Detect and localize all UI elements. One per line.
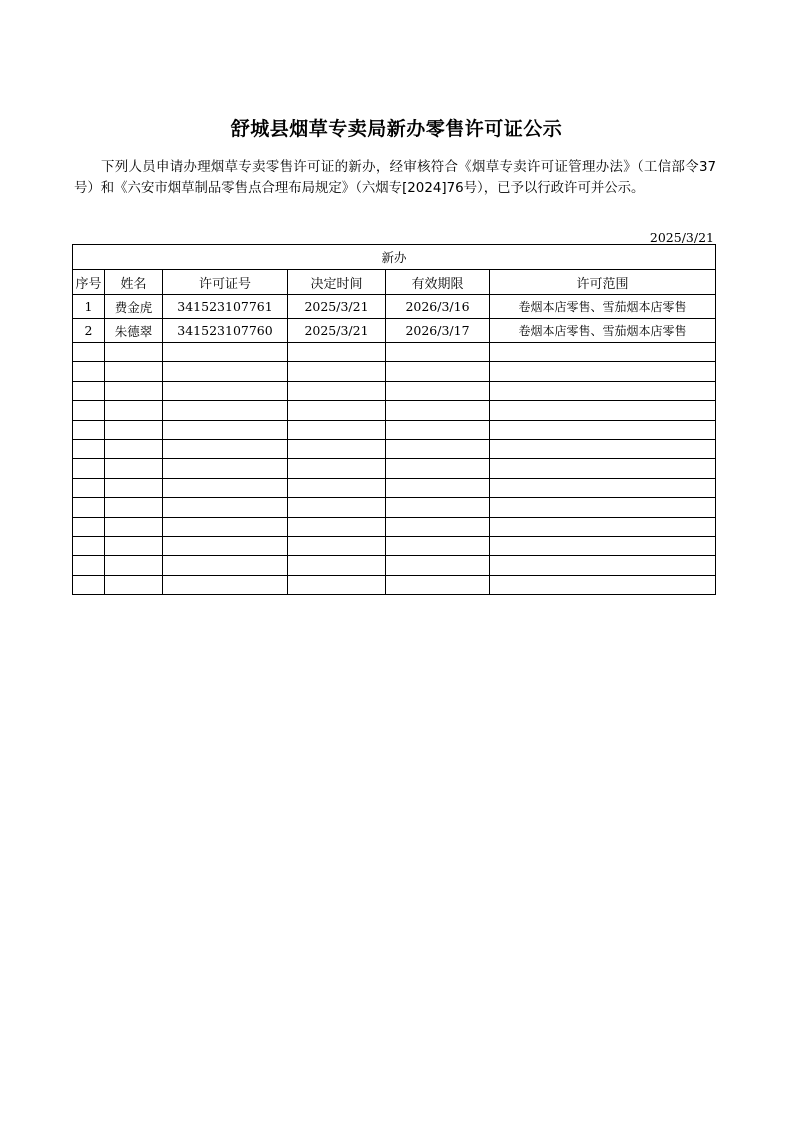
- cell-valid-until: [386, 362, 490, 381]
- cell-scope: 卷烟本店零售、雪茄烟本店零售: [490, 295, 716, 319]
- cell-name: [105, 556, 163, 575]
- cell-valid-until: [386, 575, 490, 594]
- cell-decision-date: [288, 536, 386, 555]
- cell-name: [105, 343, 163, 362]
- cell-decision-date: [288, 420, 386, 439]
- cell-name: [105, 401, 163, 420]
- cell-scope: [490, 362, 716, 381]
- cell-index: 1: [73, 295, 105, 319]
- column-header-license-no: 许可证号: [163, 270, 288, 295]
- cell-license-no: [163, 575, 288, 594]
- table-row: [73, 556, 716, 575]
- cell-license-no: 341523107760: [163, 319, 288, 343]
- publish-date: 2025/3/21: [649, 230, 714, 245]
- cell-decision-date: 2025/3/21: [288, 295, 386, 319]
- cell-name: [105, 439, 163, 458]
- cell-name: [105, 420, 163, 439]
- group-header-row: [73, 245, 716, 270]
- cell-index: [73, 401, 105, 420]
- cell-valid-until: [386, 343, 490, 362]
- cell-name: [105, 459, 163, 478]
- cell-name: 朱德翠: [105, 319, 163, 343]
- group-header: 新办: [73, 245, 716, 270]
- table-row: [73, 575, 716, 594]
- table-row: [73, 536, 716, 555]
- cell-scope: [490, 517, 716, 536]
- cell-valid-until: 2026/3/16: [386, 295, 490, 319]
- table-row: [73, 295, 716, 319]
- cell-license-no: [163, 517, 288, 536]
- table-row: [73, 362, 716, 381]
- cell-index: [73, 343, 105, 362]
- cell-decision-date: [288, 343, 386, 362]
- table-row: [73, 420, 716, 439]
- cell-valid-until: [386, 420, 490, 439]
- cell-valid-until: [386, 439, 490, 458]
- table-row: [73, 498, 716, 517]
- cell-index: [73, 439, 105, 458]
- cell-decision-date: 2025/3/21: [288, 319, 386, 343]
- cell-scope: [490, 478, 716, 497]
- cell-index: [73, 536, 105, 555]
- cell-license-no: [163, 439, 288, 458]
- cell-scope: [490, 439, 716, 458]
- page-title: 舒城县烟草专卖局新办零售许可证公示: [230, 118, 563, 140]
- cell-scope: [490, 381, 716, 400]
- table-row: [73, 459, 716, 478]
- cell-decision-date: [288, 517, 386, 536]
- cell-scope: [490, 498, 716, 517]
- cell-decision-date: [288, 498, 386, 517]
- cell-decision-date: [288, 439, 386, 458]
- cell-license-no: [163, 420, 288, 439]
- cell-name: [105, 498, 163, 517]
- cell-decision-date: [288, 401, 386, 420]
- cell-decision-date: [288, 381, 386, 400]
- table-row: [73, 439, 716, 458]
- cell-scope: 卷烟本店零售、雪茄烟本店零售: [490, 319, 716, 343]
- cell-index: 2: [73, 319, 105, 343]
- cell-scope: [490, 536, 716, 555]
- cell-license-no: [163, 362, 288, 381]
- cell-scope: [490, 556, 716, 575]
- cell-license-no: 341523107761: [163, 295, 288, 319]
- cell-valid-until: 2026/3/17: [386, 319, 490, 343]
- cell-license-no: [163, 536, 288, 555]
- cell-valid-until: [386, 459, 490, 478]
- column-header-valid-until: 有效期限: [386, 270, 490, 295]
- cell-license-no: [163, 343, 288, 362]
- cell-name: 费金虎: [105, 295, 163, 319]
- column-header-row: [73, 270, 716, 295]
- cell-name: [105, 517, 163, 536]
- cell-valid-until: [386, 498, 490, 517]
- cell-scope: [490, 343, 716, 362]
- permit-table: [72, 244, 716, 595]
- cell-valid-until: [386, 517, 490, 536]
- cell-index: [73, 575, 105, 594]
- cell-license-no: [163, 381, 288, 400]
- cell-license-no: [163, 478, 288, 497]
- cell-index: [73, 498, 105, 517]
- column-header-decision-date: 决定时间: [288, 270, 386, 295]
- cell-decision-date: [288, 362, 386, 381]
- cell-index: [73, 556, 105, 575]
- cell-index: [73, 459, 105, 478]
- cell-license-no: [163, 556, 288, 575]
- cell-license-no: [163, 498, 288, 517]
- cell-valid-until: [386, 401, 490, 420]
- cell-name: [105, 478, 163, 497]
- cell-index: [73, 362, 105, 381]
- table-row: [73, 401, 716, 420]
- cell-valid-until: [386, 478, 490, 497]
- table-row: [73, 381, 716, 400]
- cell-valid-until: [386, 556, 490, 575]
- cell-scope: [490, 401, 716, 420]
- cell-index: [73, 478, 105, 497]
- table-row: [73, 517, 716, 536]
- cell-valid-until: [386, 536, 490, 555]
- table-row: [73, 343, 716, 362]
- column-header-name: 姓名: [105, 270, 163, 295]
- cell-decision-date: [288, 556, 386, 575]
- cell-name: [105, 381, 163, 400]
- cell-scope: [490, 420, 716, 439]
- table-row: [73, 478, 716, 497]
- cell-index: [73, 517, 105, 536]
- cell-scope: [490, 575, 716, 594]
- cell-index: [73, 381, 105, 400]
- cell-index: [73, 420, 105, 439]
- cell-name: [105, 575, 163, 594]
- cell-name: [105, 536, 163, 555]
- cell-decision-date: [288, 478, 386, 497]
- cell-decision-date: [288, 459, 386, 478]
- cell-license-no: [163, 401, 288, 420]
- intro-paragraph: 下列人员申请办理烟草专卖零售许可证的新办，经审核符合《烟草专卖许可证管理办法》（工信部令37号）和《六安市烟草制品零售点合理布局规定》（六烟专[2024]76号），已予以行政许可并公示。: [74, 160, 716, 196]
- cell-decision-date: [288, 575, 386, 594]
- table-row: [73, 319, 716, 343]
- cell-name: [105, 362, 163, 381]
- column-header-scope: 许可范围: [490, 270, 716, 295]
- cell-license-no: [163, 459, 288, 478]
- cell-valid-until: [386, 381, 490, 400]
- cell-scope: [490, 459, 716, 478]
- column-header-index: 序号: [73, 270, 105, 295]
